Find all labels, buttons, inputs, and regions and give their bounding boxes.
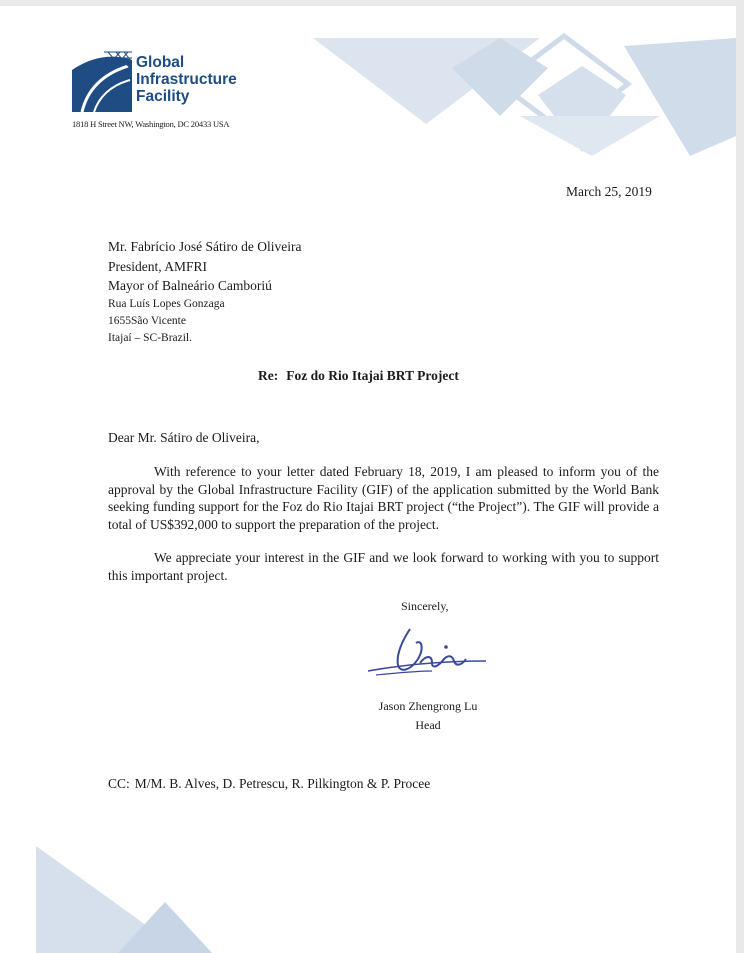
closing-sincerely: Sincerely, (401, 599, 449, 613)
org-name-line2: Infrastructure (136, 71, 237, 88)
body-paragraph-1 (108, 463, 659, 533)
recipient-street: Rua Luís Lopes Gonzaga (108, 297, 225, 310)
subject-label: Re: (258, 368, 279, 383)
cc-label: CC: (108, 776, 130, 791)
org-name-line3: Facility (136, 88, 190, 105)
recipient-block (108, 237, 301, 347)
letter-page (0, 6, 736, 953)
org-name (136, 54, 237, 105)
salutation: Dear Mr. Sátiro de Oliveira, (108, 430, 260, 445)
signer-name: Jason Zhengrong Lu (378, 699, 478, 713)
body-paragraph-2 (108, 549, 659, 584)
subject-line (258, 368, 459, 384)
recipient-name: Mr. Fabrício José Sátiro de Oliveira (108, 239, 302, 254)
paragraph-2-text: We appreciate your interest in the GIF and we look forward to working with you to support this important project. (108, 550, 659, 583)
cc-recipients: M/M. B. Alves, D. Petrescu, R. Pilkington & P. Procee (134, 776, 431, 791)
paragraph-1-text: With reference to your letter dated February 18, 2019, I am pleased to inform you of the approval by the Global Infrastructure Facility (GIF) of the application submitted by the World Bank seeking funding support for the Foz do Rio Itajai BRT project (“the Project”). The GIF will provide a total of US$392,000 to support the preparation of the project. (108, 464, 659, 532)
handwritten-signature (362, 611, 492, 681)
recipient-number: 1655São Vicente (108, 314, 186, 327)
recipient-city: Itajaí – SC-Brazil. (108, 331, 192, 344)
recipient-title: President, AMFRI (108, 258, 208, 274)
org-name-line1: Global (136, 54, 185, 71)
subject-text: Foz do Rio Itajai BRT Project (286, 368, 459, 383)
letter-date: March 25, 2019 (566, 184, 652, 199)
letterhead-address: 1818 H Street NW, Washington, DC 20433 USA (72, 119, 230, 129)
cc-line (108, 776, 430, 792)
recipient-title-2: Mayor of Balneário Camboriú (108, 278, 272, 293)
signer-block (372, 697, 484, 734)
signer-title: Head (415, 717, 441, 732)
